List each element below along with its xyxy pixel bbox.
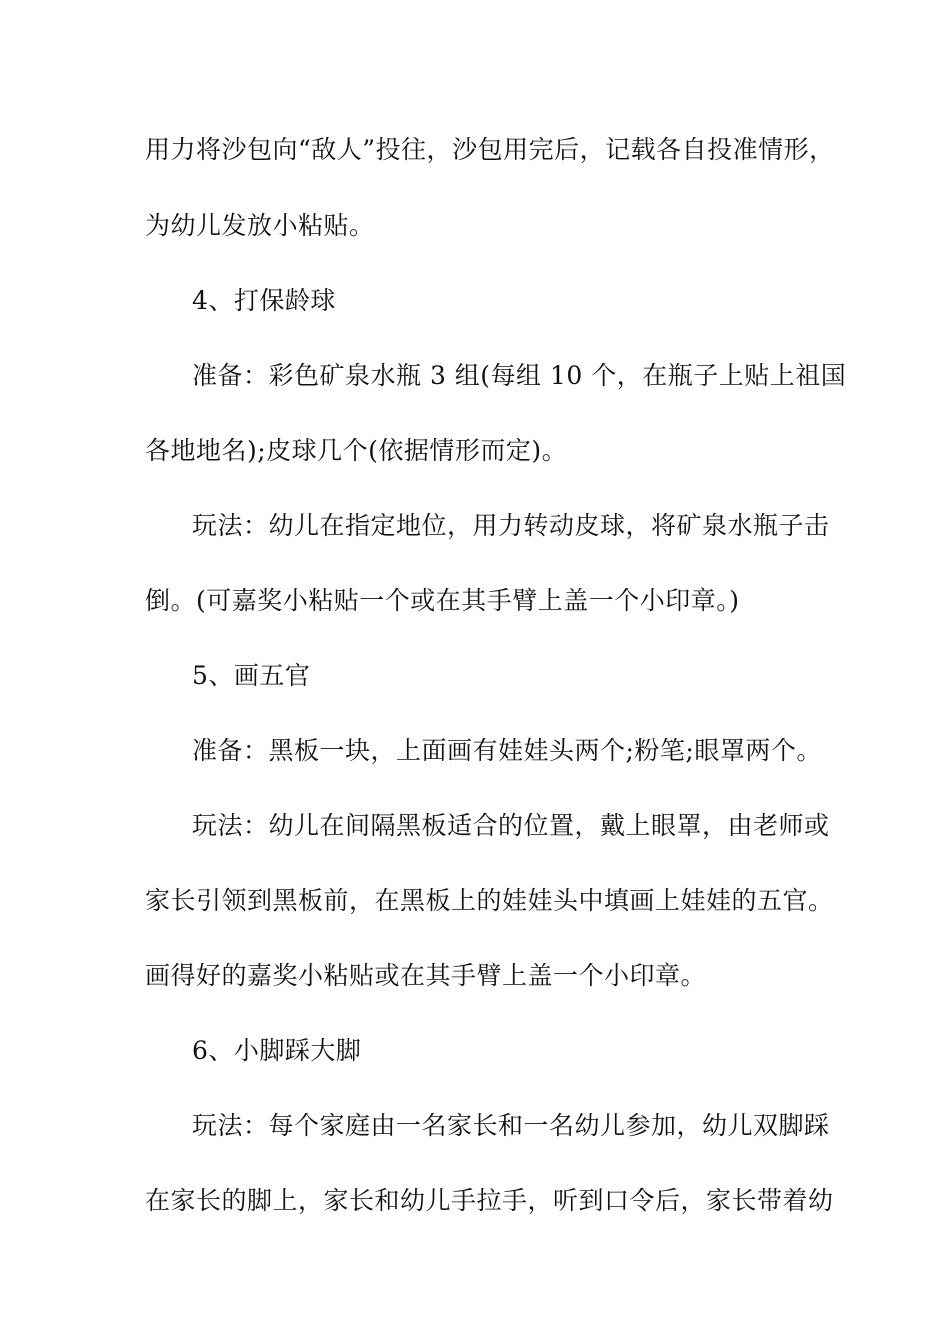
section-heading: 5、画五官 [192, 661, 311, 690]
paragraph-line: 玩法：每个家庭由一名家长和一名幼儿参加，幼儿双脚踩 [192, 1111, 830, 1140]
paragraph-line: 倒。(可嘉奖小粘贴一个或在其手臂上盖一个小印章。) [145, 586, 740, 615]
paragraph-line: 准备：黑板一块，上面画有娃娃头两个;粉笔;眼罩两个。 [192, 736, 822, 765]
section-heading: 6、小脚踩大脚 [192, 1036, 362, 1065]
paragraph-line: 玩法：幼儿在间隔黑板适合的位置，戴上眼罩，由老师或 [192, 811, 830, 840]
paragraph-line: 在家长的脚上，家长和幼儿手拉手，听到口令后，家长带着幼 [145, 1186, 834, 1215]
paragraph-line: 准备：彩色矿泉水瓶 3 组(每组 10 个，在瓶子上贴上祖国 [192, 361, 847, 390]
paragraph-line: 各地地名);皮球几个(依据情形而定)。 [145, 436, 568, 465]
paragraph-line: 画得好的嘉奖小粘贴或在其手臂上盖一个小印章。 [145, 961, 707, 990]
section-heading: 4、打保龄球 [192, 286, 336, 315]
paragraph-line: 玩法：幼儿在指定地位，用力转动皮球，将矿泉水瓶子击 [192, 511, 830, 540]
paragraph-line: 家长引领到黑板前，在黑板上的娃娃头中填画上娃娃的五官。 [145, 886, 834, 915]
paragraph-line: 为幼儿发放小粘贴。 [145, 211, 375, 240]
paragraph-line: 用力将沙包向“敌人”投往，沙包用完后，记载各自投准情形， [145, 135, 835, 164]
